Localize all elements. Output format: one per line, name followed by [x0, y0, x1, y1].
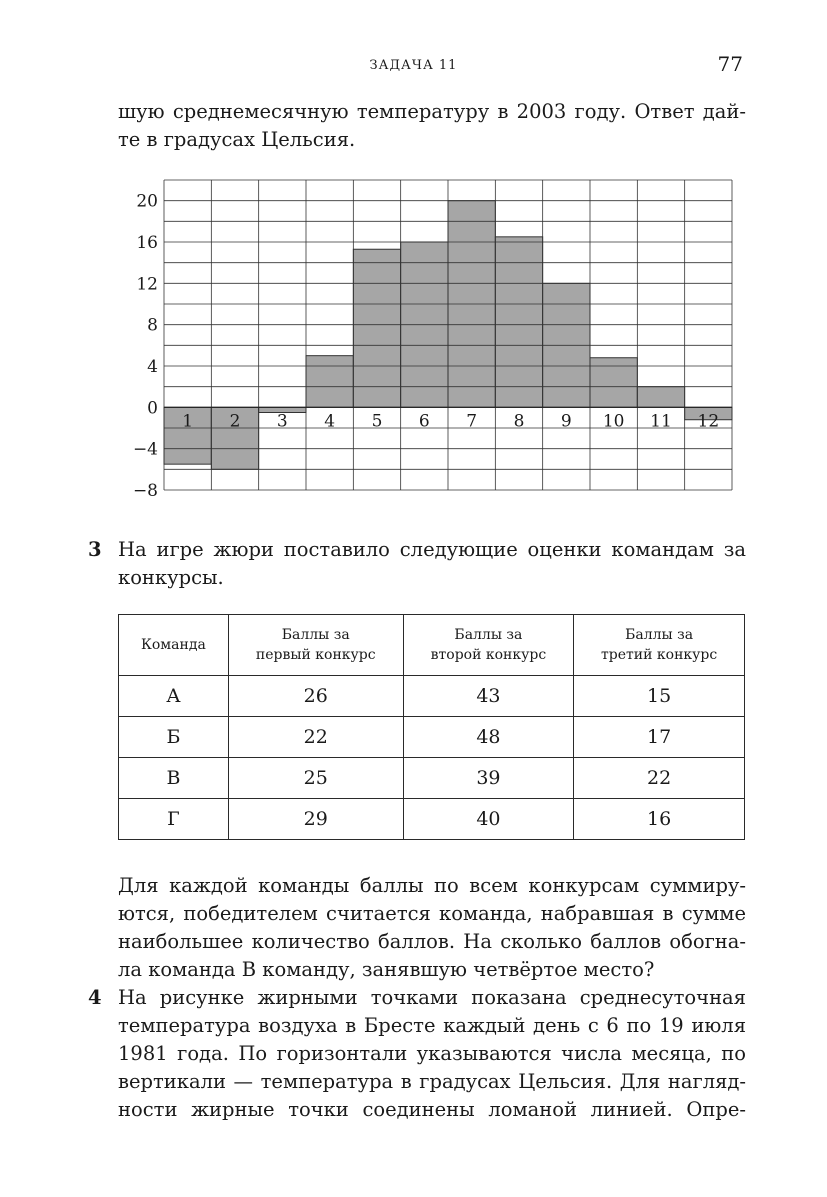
- task-3-question: [118, 872, 746, 984]
- score-cell: 48: [403, 717, 574, 758]
- score-cell: 40: [403, 799, 574, 840]
- y-tick-label: 0: [147, 398, 158, 419]
- x-tick-label: 6: [418, 411, 430, 432]
- x-tick-label: 7: [466, 411, 478, 432]
- header-contest-2: Баллы за второй конкурс: [403, 615, 574, 676]
- score-cell: 39: [403, 758, 574, 799]
- header-contest-1: Баллы за первый конкурс: [228, 615, 403, 676]
- task-3-line-2: конкурсы.: [118, 566, 224, 589]
- table-row: [119, 758, 745, 799]
- task-3-number: 3: [88, 538, 102, 561]
- y-tick-label: −4: [132, 439, 158, 460]
- chapter-title: ЗАДАЧА 11: [369, 58, 458, 73]
- score-cell: 25: [228, 758, 403, 799]
- team-cell: Б: [119, 717, 229, 758]
- score-cell: 17: [574, 717, 745, 758]
- y-tick-label: 8: [147, 315, 158, 336]
- task-4-line-3: 1981 года. По горизонтали указываются числа месяца, по: [118, 1042, 746, 1065]
- task-3-question-line-1: Для каждой команды баллы по всем конкурсам суммиру-: [118, 874, 746, 897]
- table-header-row: [119, 615, 745, 676]
- task-3-question-line-2: ются, победителем считается команда, набравшая в сумме: [118, 902, 746, 925]
- x-tick-label: 9: [560, 411, 572, 432]
- table-row: [119, 717, 745, 758]
- y-tick-label: 4: [147, 357, 158, 377]
- x-tick-label: 12: [697, 411, 720, 432]
- intro-paragraph: [118, 98, 746, 154]
- team-cell: В: [119, 758, 229, 799]
- task-4-line-4: вертикали — температура в градусах Цельсия. Для нагляд-: [118, 1070, 746, 1093]
- task-4-line-2: температура воздуха в Бресте каждый день с 6 по 19 июля: [118, 1014, 746, 1037]
- header-team: Команда: [119, 615, 229, 676]
- bar-month-10: [590, 358, 637, 408]
- score-cell: 22: [574, 758, 745, 799]
- task-3-question-line-4: ла команда В команду, занявшую четвёртое место?: [118, 958, 655, 981]
- x-tick-label: 11: [650, 411, 672, 432]
- score-cell: 22: [228, 717, 403, 758]
- score-cell: 15: [574, 676, 745, 717]
- scores-table: [118, 614, 745, 840]
- y-tick-label: −8: [132, 481, 158, 501]
- bar-month-11: [637, 387, 684, 408]
- y-tick-label: 12: [136, 274, 158, 295]
- task-4-line-5: ности жирные точки соединены ломаной линией. Опре-: [118, 1098, 746, 1121]
- x-tick-label: 10: [602, 411, 625, 432]
- task-3-question-line-3: наибольшее количество баллов. На сколько баллов обогна-: [118, 930, 746, 953]
- task-4-line-1: На рисунке жирными точками показана среднесуточная: [118, 986, 746, 1009]
- table-row: [119, 676, 745, 717]
- score-cell: 43: [403, 676, 574, 717]
- intro-line-1: шую среднемесячную температуру в 2003 году. Ответ дай-: [118, 100, 746, 123]
- header-contest-3: Баллы за третий конкурс: [574, 615, 745, 676]
- task-4-number: 4: [88, 986, 102, 1009]
- temperature-bar-chart: [120, 172, 740, 502]
- intro-line-2: те в градусах Цельсия.: [118, 128, 356, 151]
- team-cell: А: [119, 676, 229, 717]
- y-tick-label: 16: [136, 233, 158, 253]
- score-cell: 26: [228, 676, 403, 717]
- x-tick-label: 4: [324, 411, 336, 432]
- team-cell: Г: [119, 799, 229, 840]
- page-number: 77: [717, 52, 743, 76]
- x-tick-label: 3: [276, 411, 288, 432]
- bar-month-4: [306, 356, 353, 408]
- bar-month-5: [353, 249, 400, 407]
- task-3-line-1: На игре жюри поставило следующие оценки командам за: [118, 538, 746, 561]
- score-cell: 29: [228, 799, 403, 840]
- x-tick-label: 1: [182, 411, 194, 432]
- x-tick-label: 2: [229, 411, 241, 432]
- x-tick-label: 5: [371, 411, 383, 432]
- table-row: [119, 799, 745, 840]
- y-tick-label: 20: [136, 191, 158, 212]
- score-cell: 16: [574, 799, 745, 840]
- task-3-statement: [118, 536, 746, 592]
- x-tick-label: 8: [513, 411, 525, 432]
- task-4-statement: [118, 984, 746, 1124]
